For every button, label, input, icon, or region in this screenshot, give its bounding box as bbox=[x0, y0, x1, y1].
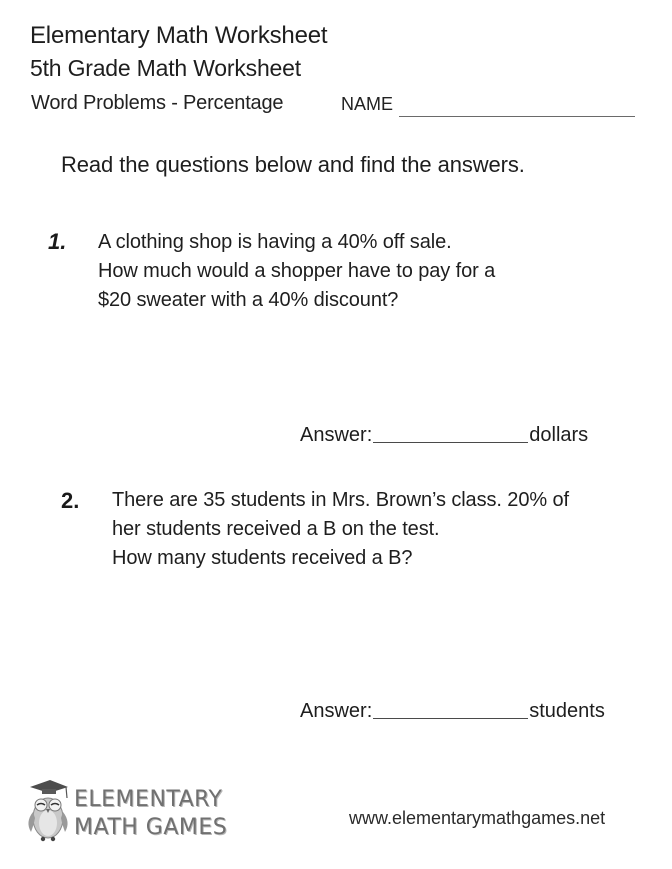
question-1-line-2: How much would a shopper have to pay for a bbox=[98, 260, 496, 282]
question-2-text bbox=[112, 486, 569, 573]
owl-graduate-icon bbox=[22, 778, 74, 846]
question-2-line-2: her students received a B on the test. bbox=[112, 518, 440, 540]
question-1-number: 1. bbox=[48, 229, 67, 254]
question-1-line-1: A clothing shop is having a 40% off sale. bbox=[98, 231, 452, 253]
question-1-answer bbox=[300, 424, 588, 447]
question-1-text bbox=[98, 228, 495, 315]
worksheet-topic: Word Problems - Percentage bbox=[31, 92, 284, 114]
question-2-number: 2. bbox=[61, 488, 80, 513]
answer-unit: students bbox=[529, 700, 605, 722]
question-2-line-3: How many students received a B? bbox=[112, 547, 413, 569]
answer-label: Answer: bbox=[300, 700, 373, 722]
question-2-answer bbox=[300, 700, 605, 723]
name-field-line[interactable] bbox=[399, 116, 635, 117]
logo-line-1: ELEMENTARY bbox=[74, 787, 223, 812]
answer-label: Answer: bbox=[300, 424, 373, 446]
website-link[interactable]: www.elementarymathgames.net bbox=[349, 808, 606, 828]
logo-line-2: MATH GAMES bbox=[74, 815, 228, 840]
question-2-answer-blank[interactable] bbox=[373, 718, 528, 719]
question-2-line-1: There are 35 students in Mrs. Brown’s class. 20% of bbox=[112, 489, 569, 511]
worksheet-subtitle: 5th Grade Math Worksheet bbox=[30, 55, 301, 81]
logo-text bbox=[74, 786, 227, 842]
question-1-answer-blank[interactable] bbox=[373, 442, 528, 443]
answer-unit: dollars bbox=[529, 424, 589, 446]
question-1-line-3: $20 sweater with a 40% discount? bbox=[98, 289, 399, 311]
instructions: Read the questions below and find the answers. bbox=[61, 152, 525, 177]
name-label: NAME bbox=[341, 94, 394, 114]
worksheet-title: Elementary Math Worksheet bbox=[30, 22, 328, 49]
